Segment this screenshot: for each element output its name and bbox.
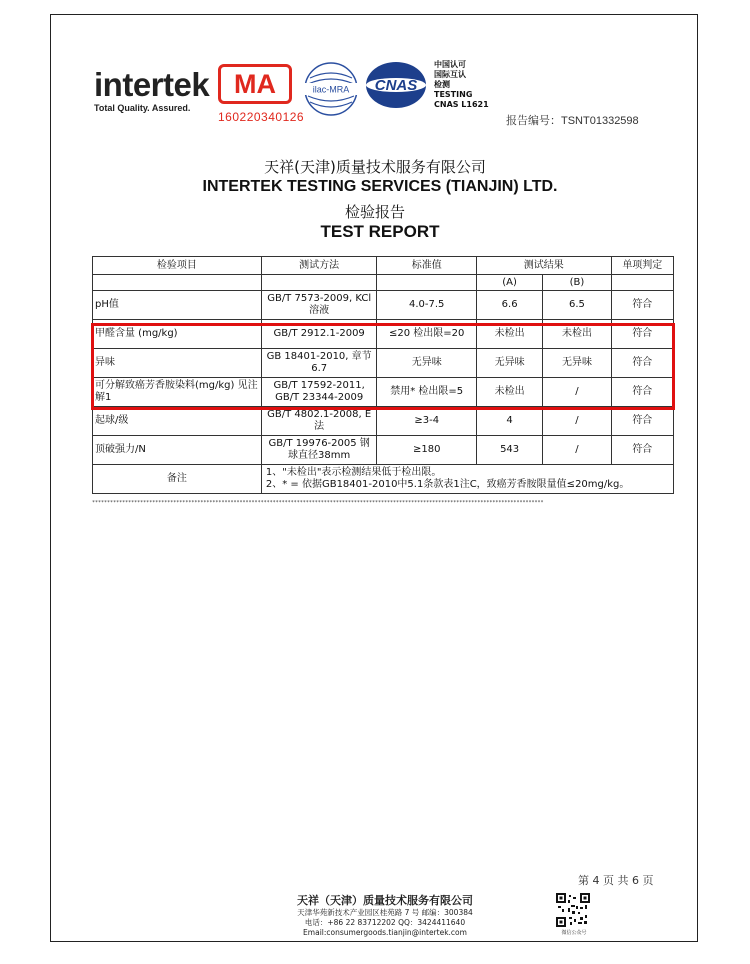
table-row — [93, 436, 674, 465]
report-title-cn: 检验报告 — [344, 203, 405, 221]
ilac-mra-logo — [302, 60, 360, 118]
cell-standard: 4.0-7.5 — [377, 291, 477, 320]
table-row — [93, 407, 674, 436]
notes-label: 备注 — [93, 465, 262, 494]
cell-result-a: 543 — [476, 436, 542, 465]
cell-result-b: 6.5 — [543, 291, 611, 320]
cell-method: GB/T 17592-2011, GB/T 23344-2009 — [261, 378, 377, 407]
end-separator: ****************************************************************************************************************************************************** — [92, 500, 544, 506]
cell-item: 可分解致癌芳香胺染料(mg/kg) 见注解1 — [93, 378, 262, 407]
cell-standard: ≤20 检出限=20 — [377, 320, 477, 349]
cell-method: GB 18401-2010, 章节6.7 — [261, 349, 377, 378]
cell-standard: 无异味 — [377, 349, 477, 378]
header-judgement: 单项判定 — [611, 257, 673, 275]
cell-result-b: / — [543, 436, 611, 465]
cell-standard: ≥180 — [377, 436, 477, 465]
intertek-logo: intertek — [94, 66, 210, 103]
cell-method: GB/T 7573-2009, KCl溶液 — [261, 291, 377, 320]
header-item: 检验项目 — [93, 257, 262, 275]
notes-row — [93, 465, 674, 494]
footer-address: 天津华苑新技术产业园区桂苑路 7 号 邮编：300384 — [297, 908, 473, 917]
cell-item: 异味 — [93, 349, 262, 378]
cnas-logo — [364, 60, 428, 110]
cell-result-b: / — [543, 407, 611, 436]
footer-phone: 电话：+86 22 83712202 QQ：3424411640 — [304, 918, 466, 927]
note-1: 1、"未检出"表示检测结果低于检出限。 — [265, 467, 442, 478]
tagline: Total Quality. Assured. — [94, 103, 191, 113]
cell-item: pH值 — [93, 291, 262, 320]
cell-judgement: 符合 — [611, 320, 673, 349]
footer-email: Email:consumergoods.tianjin@intertek.com — [303, 928, 467, 937]
header-sample-b: (B) — [543, 275, 611, 291]
header-results: 测试结果 — [476, 257, 611, 275]
notes-content — [261, 465, 673, 494]
cell-judgement: 符合 — [611, 407, 673, 436]
page-number: 第 4 页 共 6 页 — [578, 874, 654, 887]
cell-standard: ≥3-4 — [377, 407, 477, 436]
cell-judgement: 符合 — [611, 436, 673, 465]
header-sample-a: (A) — [476, 275, 542, 291]
cell-result-a: 未检出 — [476, 378, 542, 407]
ilac-label: ilac-MRA — [312, 84, 350, 95]
cell-standard: 禁用* 检出限=5 — [377, 378, 477, 407]
cnas-accreditation-text: 中国认可 国际互认 检测 TESTING CNAS L1621 — [434, 60, 489, 109]
results-table — [92, 256, 674, 494]
table-row — [93, 378, 674, 407]
cell-judgement: 符合 — [611, 349, 673, 378]
cell-result-b: 未检出 — [543, 320, 611, 349]
cell-result-a: 6.6 — [476, 291, 542, 320]
table-header-row — [93, 257, 674, 275]
header-standard: 标准值 — [377, 257, 477, 275]
cma-logo: MA — [218, 64, 292, 104]
table-subheader-row — [93, 275, 674, 291]
report-title-en: TEST REPORT — [320, 222, 440, 241]
cell-item: 顶破强力/N — [93, 436, 262, 465]
cell-method: GB/T 4802.1-2008, E法 — [261, 407, 377, 436]
report-number: 报告编号：TSNT01332598 — [506, 115, 639, 127]
cnas-label: CNAS — [374, 77, 418, 94]
cell-judgement: 符合 — [611, 291, 673, 320]
cell-item: 甲醛含量 (mg/kg) — [93, 320, 262, 349]
table-row — [93, 349, 674, 378]
qr-caption: 微信公众号 — [561, 930, 587, 936]
footer-company: 天祥（天津）质量技术服务有限公司 — [297, 894, 473, 907]
company-name-cn: 天祥(天津)质量技术服务有限公司 — [264, 158, 486, 176]
company-name-en: INTERTEK TESTING SERVICES (TIANJIN) LTD. — [202, 178, 558, 195]
table-row — [93, 291, 674, 320]
header-method: 测试方法 — [261, 257, 377, 275]
note-2: 2、* = 依据GB18401-2010中5.1条款表1注C，致癌芳香胺限量值≤20mg/kg。 — [265, 479, 630, 490]
cell-method: GB/T 19976-2005 钢球直径38mm — [261, 436, 377, 465]
qr-code-icon — [556, 893, 590, 927]
cell-result-a: 未检出 — [476, 320, 542, 349]
table-row — [93, 320, 674, 349]
cma-number: 160220340126 — [218, 110, 305, 124]
cell-result-b: 无异味 — [543, 349, 611, 378]
cell-method: GB/T 2912.1-2009 — [261, 320, 377, 349]
cell-result-a: 无异味 — [476, 349, 542, 378]
cell-result-b: / — [543, 378, 611, 407]
cell-item: 起球/级 — [93, 407, 262, 436]
cell-result-a: 4 — [476, 407, 542, 436]
cell-judgement: 符合 — [611, 378, 673, 407]
